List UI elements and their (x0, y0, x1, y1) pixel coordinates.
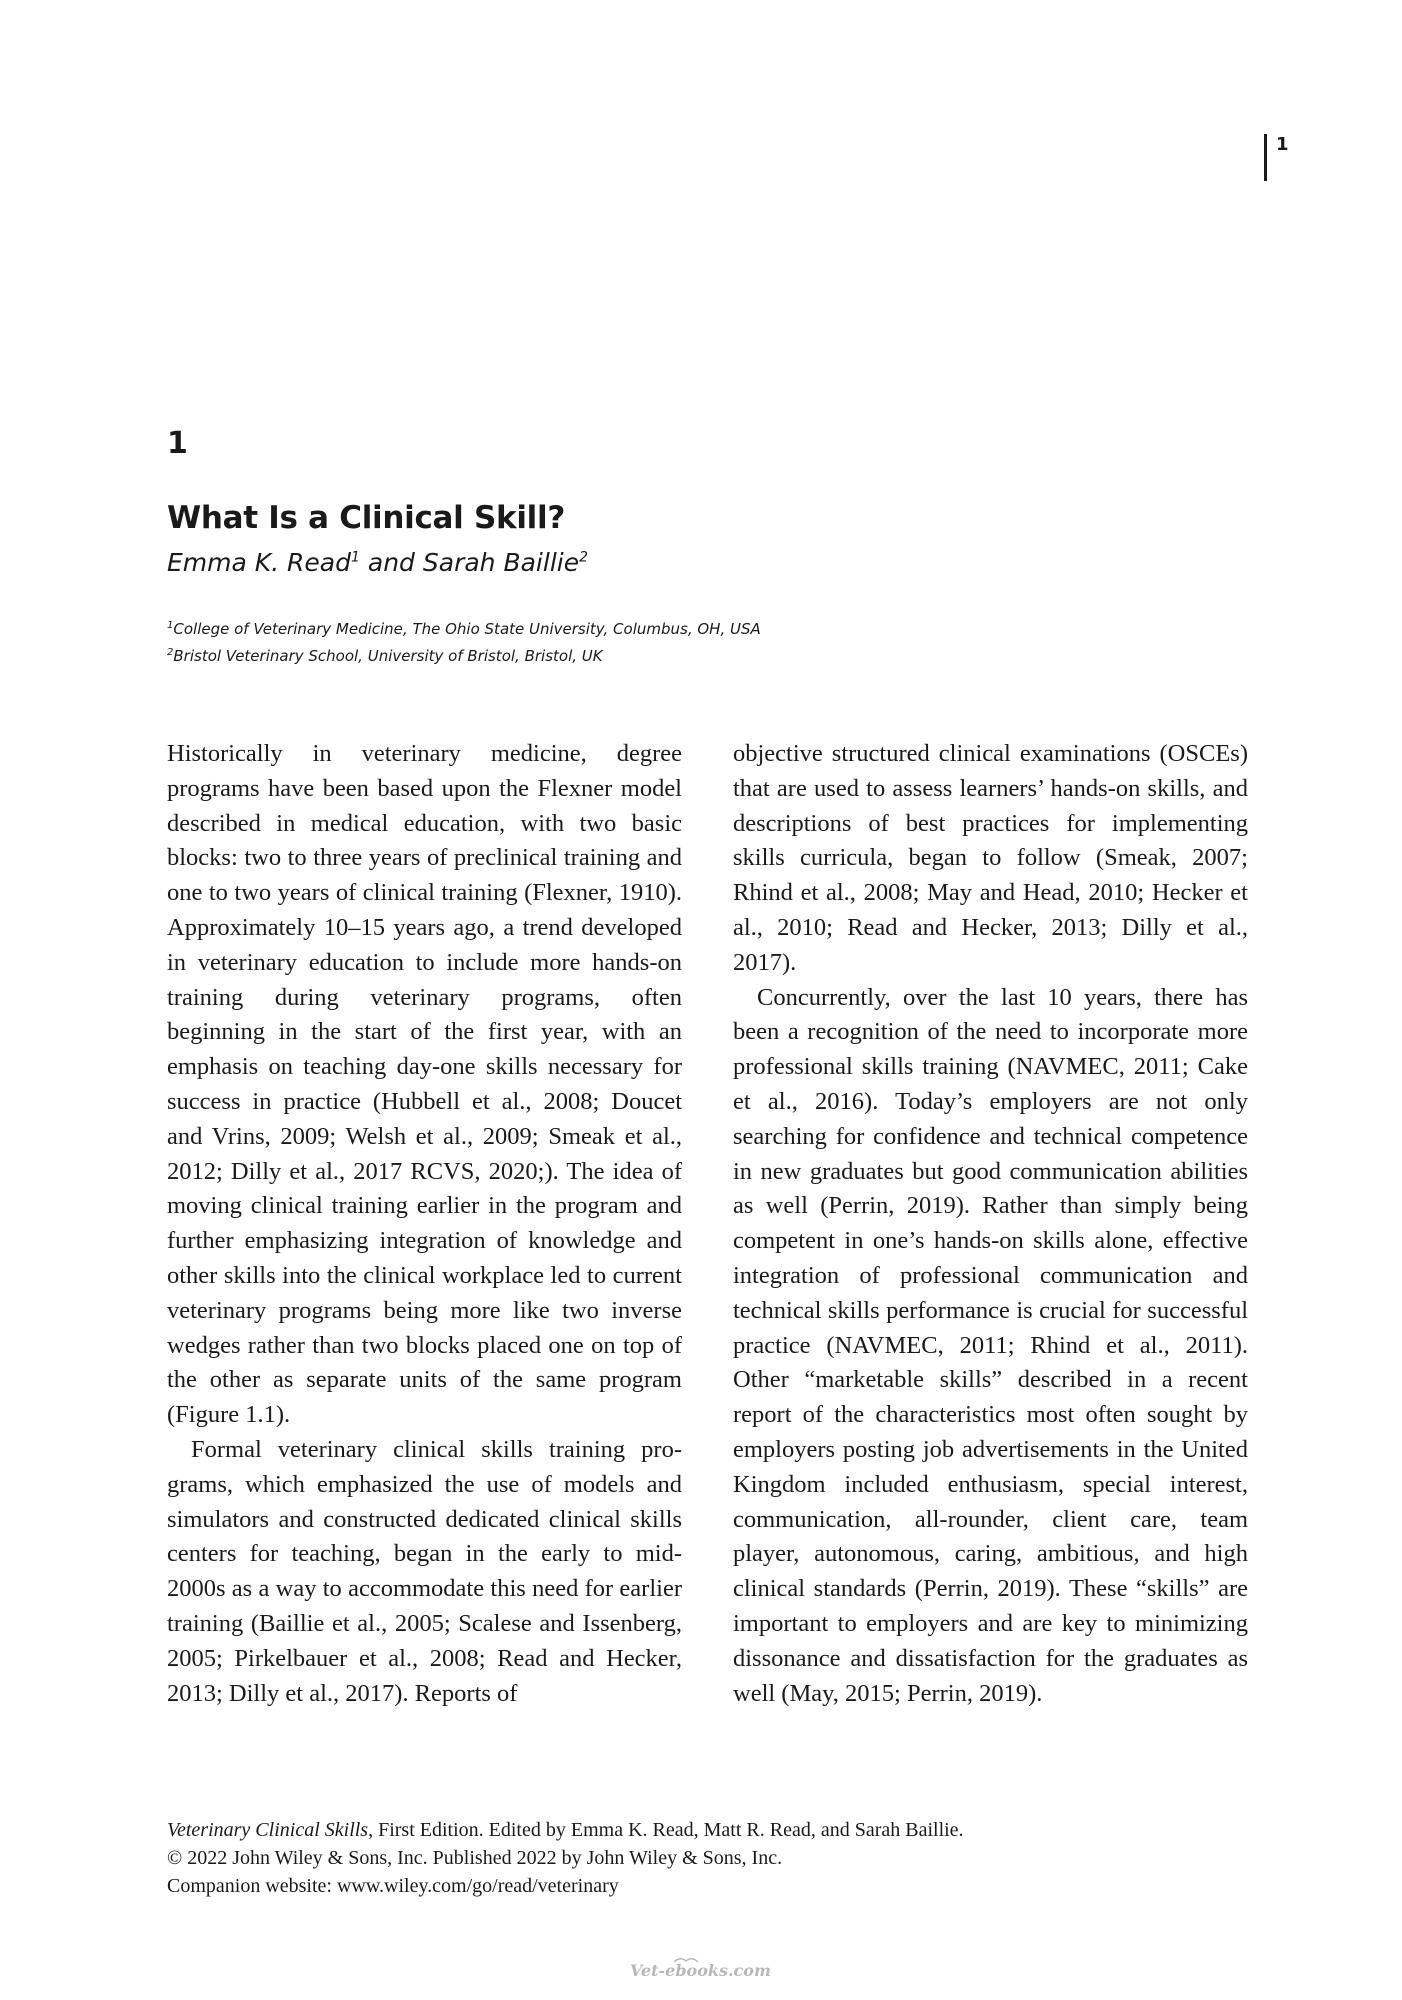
affiliation-marker: 1 (167, 620, 174, 631)
affiliations (167, 614, 761, 668)
affiliation-line (167, 641, 761, 668)
footer-website-line: Companion website: www.wiley.com/go/read/veterinary (167, 1875, 619, 1897)
affiliation-text: College of Veterinary Medicine, The Ohio State University, Columbus, OH, USA (173, 620, 761, 638)
body-paragraph: Formal veterinary clinical skills training programs, which emphasized the use of models and simulators and constructed dedicated clinical skills centers for teaching, began in the early to mid-2000s as a way to accommodate this need for earlier training (Baillie et al., 2005; Scalese and Issenberg, 2005; Pirkelbauer et al., 2008; Read and Hecker, 2013; Dilly et al., 2017). Reports of (167, 1435, 682, 1707)
watermark-text: Vet-ebooks.com (630, 1961, 771, 1980)
author-joiner: and (367, 548, 415, 577)
body-paragraph: objective structured clinical examinations (OSCEs) that are used to assess learners’ hands-on skills, and descriptions of best practices for implementing skills curricula, began to follow (Smeak, 2007; Rhind et al., 2008; May and Head, 2010; Hecker et al., 2010; Read and Hecker, 2013; Dilly et al., 2017). (733, 740, 1248, 976)
footer-copyright-line: © 2022 John Wiley & Sons, Inc. Published 2022 by John Wiley & Sons, Inc. (167, 1847, 783, 1869)
author-name: Sarah Baillie (422, 548, 580, 577)
author-affiliation-marker: 2 (579, 549, 589, 566)
affiliation-text: Bristol Veterinary School, University of Bristol, Bristol, UK (173, 647, 603, 665)
page-number: 1 (1264, 134, 1289, 181)
body-paragraph: Historically in veterinary medicine, degree programs have been based upon the Flexner model described in medical education, with two basic blocks: two to three years of preclinical training and one to two years of clinical training (Flexner, 1910). Approximately 10–15 years ago, a trend developed in veterinary education to include more hands-on training during veterinary programs, often beginning in the start of the first year, with an emphasis on teaching day-one skills necessary for success in practice (Hubbell et al., 2008; Doucet and Vrins, 2009; Welsh et al., 2009; Smeak et al., 2012; Dilly et al., 2017 RCVS, 2020;). The idea of moving clinical training earlier in the program and further emphasizing integration of knowledge and other skills into the clinical workplace led to current veterinary programs being more like two inverse wedges rather than two blocks placed one on top of the other as separate units of the same program (Figure 1.1). (167, 740, 682, 1429)
footer-edition-text: , First Edition. Edited by Emma K. Read, Matt R. Read, and Sarah Baillie. (368, 1819, 964, 1841)
author-name: Emma K. Read (167, 548, 351, 577)
watermark-logo (630, 1956, 775, 1982)
book-title: Veterinary Clinical Skills (167, 1819, 369, 1841)
author-affiliation-marker: 1 (351, 549, 360, 566)
affiliation-marker: 2 (167, 647, 174, 658)
copyright-footer (167, 1816, 964, 1900)
affiliation-line (167, 614, 761, 641)
footer-edition-line (167, 1816, 964, 1844)
chapter-title: What Is a Clinical Skill? (167, 500, 565, 536)
chapter-number: 1 (167, 426, 188, 461)
body-paragraph: Concurrently, over the last 10 years, there has been a recognition of the need to incorporate more professional skills training (NAVMEC, 2011; Cake et al., 2016). Today’s employers are not only searching for confidence and technical competence in new graduates but good communication abilities as well (Perrin, 2019). Rather than simply being competent in one’s hands-on skills alone, effective integration of professional communication and technical skills performance is crucial for successful practice (NAVMEC, 2011; Rhind et al., 2011). Other “marketable skills” described in a recent report of the characteristics most often sought by employers posting job advertisements in the United Kingdom included enthusiasm, special interest, communication, all-rounder, client care, team player, autonomous, caring, ambitious, and high clinical standards (Perrin, 2019). These “skills” are important to employers and are key to minimizing dissonance and dissatisfaction for the graduates as well (May, 2015; Perrin, 2019). (733, 983, 1248, 1707)
chapter-authors (167, 548, 588, 577)
body-column-left (167, 737, 682, 1711)
body-column-right (733, 737, 1248, 1711)
